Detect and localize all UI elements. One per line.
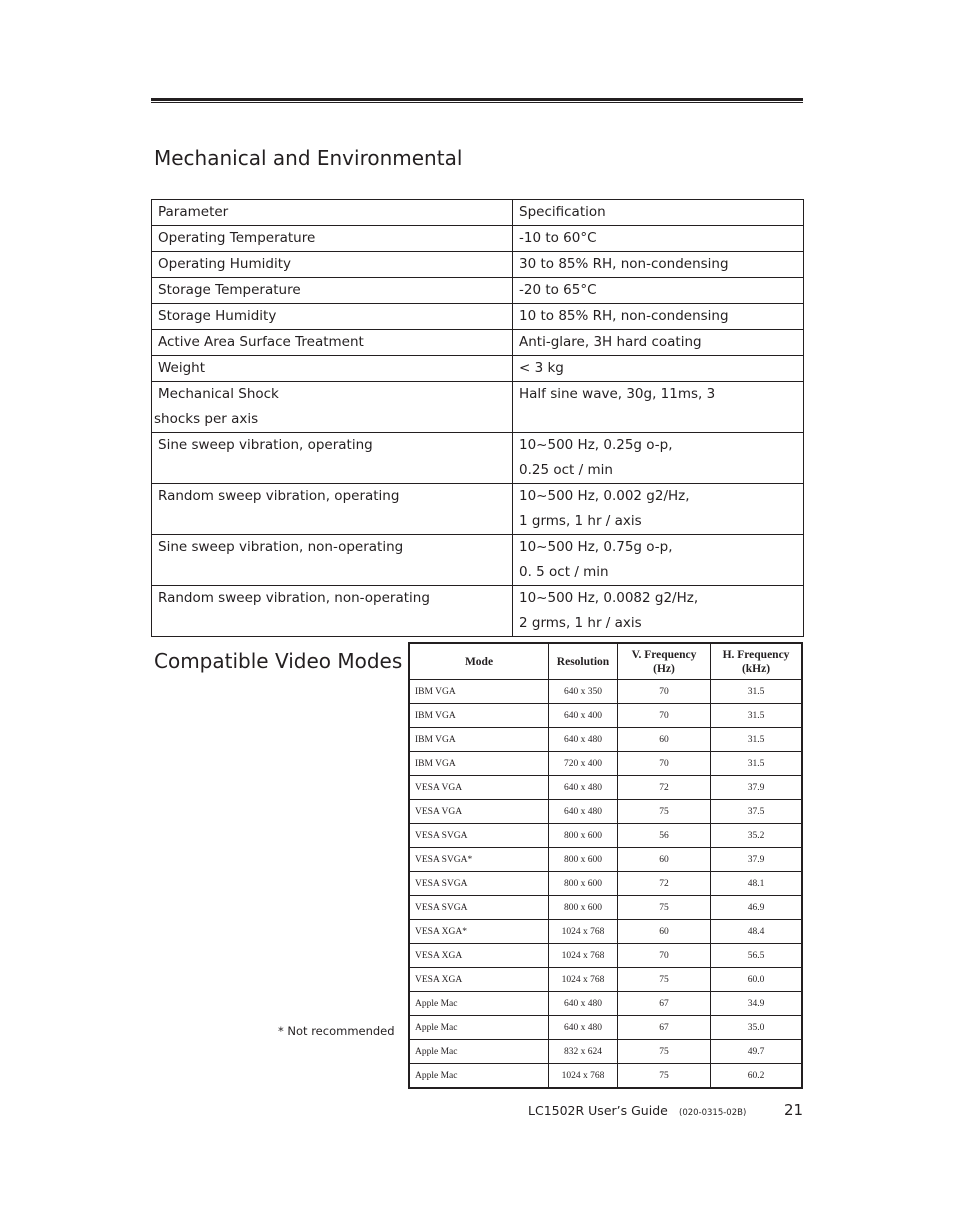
- table-row: [409, 920, 802, 944]
- v-frequency-cell: 60: [618, 920, 711, 944]
- mechanical-header-row: [152, 200, 804, 226]
- mode-cell: IBM VGA: [409, 704, 549, 728]
- param-line: [154, 611, 506, 636]
- table-row: [152, 252, 804, 278]
- resolution-cell: 640 x 350: [549, 680, 618, 704]
- v-frequency-cell: 75: [618, 1040, 711, 1064]
- v-frequency-cell: 70: [618, 752, 711, 776]
- mode-cell: Apple Mac: [409, 1016, 549, 1040]
- resolution-cell: 640 x 480: [549, 776, 618, 800]
- param-line: shocks per axis: [154, 411, 259, 427]
- mode-cell: VESA XGA*: [409, 920, 549, 944]
- h-frequency-cell: 46.9: [711, 896, 803, 920]
- resolution-cell: 1024 x 768: [549, 920, 618, 944]
- mode-cell: IBM VGA: [409, 680, 549, 704]
- video-modes-header-row: [409, 643, 802, 680]
- resolution-cell: 640 x 480: [549, 1016, 618, 1040]
- h-frequency-cell: 37.9: [711, 848, 803, 872]
- parameter-cell: [152, 304, 513, 330]
- h-frequency-cell: 31.5: [711, 728, 803, 752]
- resolution-cell: 1024 x 768: [549, 1064, 618, 1089]
- v-frequency-cell: 67: [618, 992, 711, 1016]
- resolution-cell: 640 x 480: [549, 800, 618, 824]
- v-frequency-cell: 75: [618, 896, 711, 920]
- resolution-cell: 640 x 400: [549, 704, 618, 728]
- param-line: [154, 560, 506, 585]
- parameter-cell: [152, 433, 513, 484]
- spec-line: 10~500 Hz, 0.75g o-p,: [519, 539, 673, 555]
- specification-cell: [513, 278, 804, 304]
- parameter-cell: [152, 252, 513, 278]
- spec-line: < 3 kg: [519, 360, 564, 376]
- mechanical-section-title: Mechanical and Environmental: [154, 146, 463, 170]
- table-row: [409, 728, 802, 752]
- resolution-cell: 800 x 600: [549, 896, 618, 920]
- specification-cell: [513, 330, 804, 356]
- spec-line: 10~500 Hz, 0.0082 g2/Hz,: [519, 590, 699, 606]
- specification-cell: [513, 304, 804, 330]
- resolution-cell: 800 x 600: [549, 824, 618, 848]
- param-line: Sine sweep vibration, non-operating: [158, 539, 404, 555]
- table-row: [409, 968, 802, 992]
- mode-cell: VESA XGA: [409, 968, 549, 992]
- table-row: [409, 896, 802, 920]
- page-number: 21: [784, 1101, 804, 1119]
- v-frequency-cell: 75: [618, 800, 711, 824]
- param-line: Random sweep vibration, operating: [158, 488, 400, 504]
- specification-cell: [513, 356, 804, 382]
- table-row: [409, 704, 802, 728]
- param-line: Storage Temperature: [158, 282, 301, 298]
- mode-cell: VESA SVGA: [409, 824, 549, 848]
- specification-cell: [513, 535, 804, 586]
- specification-cell: [513, 252, 804, 278]
- param-line: Operating Humidity: [158, 256, 291, 272]
- header-h-frequency: [711, 643, 803, 680]
- mode-cell: Apple Mac: [409, 992, 549, 1016]
- param-line: [154, 458, 506, 483]
- v-frequency-cell: 67: [618, 1016, 711, 1040]
- h-frequency-cell: 35.0: [711, 1016, 803, 1040]
- v-frequency-cell: 70: [618, 704, 711, 728]
- resolution-cell: 1024 x 768: [549, 944, 618, 968]
- table-row: [409, 944, 802, 968]
- table-row: [409, 1016, 802, 1040]
- parameter-cell: [152, 278, 513, 304]
- header-v-frequency: [618, 643, 711, 680]
- top-rule: [151, 98, 803, 101]
- table-row: [409, 992, 802, 1016]
- spec-line: Half sine wave, 30g, 11ms, 3: [519, 386, 716, 402]
- h-frequency-cell: 49.7: [711, 1040, 803, 1064]
- parameter-cell: [152, 226, 513, 252]
- parameter-cell: [152, 586, 513, 637]
- specification-cell: [513, 484, 804, 535]
- h-frequency-cell: 48.1: [711, 872, 803, 896]
- resolution-cell: 1024 x 768: [549, 968, 618, 992]
- spec-line: 0. 5 oct / min: [519, 564, 609, 580]
- table-row: [409, 752, 802, 776]
- mode-cell: VESA SVGA: [409, 896, 549, 920]
- resolution-cell: 640 x 480: [549, 992, 618, 1016]
- table-row: [409, 776, 802, 800]
- v-frequency-cell: 60: [618, 848, 711, 872]
- specification-cell: [513, 200, 804, 226]
- spec-line: 10 to 85% RH, non-condensing: [519, 308, 729, 324]
- parameter-cell: [152, 484, 513, 535]
- h-frequency-cell: 31.5: [711, 680, 803, 704]
- specification-cell: [513, 226, 804, 252]
- resolution-cell: 640 x 480: [549, 728, 618, 752]
- spec-line: 10~500 Hz, 0.002 g2/Hz,: [519, 488, 690, 504]
- table-row: [152, 356, 804, 382]
- not-recommended-note: * Not recommended: [278, 1024, 395, 1038]
- parameter-cell: [152, 535, 513, 586]
- param-line: Random sweep vibration, non-operating: [158, 590, 430, 606]
- spec-line: 30 to 85% RH, non-condensing: [519, 256, 729, 272]
- v-frequency-cell: 72: [618, 776, 711, 800]
- mode-cell: VESA SVGA: [409, 872, 549, 896]
- v-frequency-cell: 75: [618, 968, 711, 992]
- parameter-cell: [152, 200, 513, 226]
- param-line: Storage Humidity: [158, 308, 277, 324]
- h-frequency-cell: 37.9: [711, 776, 803, 800]
- footer-guide-title: LC1502R User’s Guide: [528, 1103, 668, 1118]
- h-frequency-cell: 56.5: [711, 944, 803, 968]
- spec-line: -20 to 65°C: [519, 282, 597, 298]
- parameter-cell: [152, 356, 513, 382]
- h-frequency-cell: 37.5: [711, 800, 803, 824]
- header-v-frequency-text: V. Frequency (Hz): [631, 648, 697, 675]
- resolution-cell: 832 x 624: [549, 1040, 618, 1064]
- param-line: Weight: [158, 360, 206, 376]
- table-row: [409, 1064, 802, 1089]
- table-row: [409, 680, 802, 704]
- table-row: [152, 226, 804, 252]
- video-modes-section-title: Compatible Video Modes: [154, 649, 403, 673]
- table-row: [152, 304, 804, 330]
- param-line: Operating Temperature: [158, 230, 316, 246]
- resolution-cell: 800 x 600: [549, 872, 618, 896]
- v-frequency-cell: 75: [618, 1064, 711, 1089]
- spec-line: 0.25 oct / min: [519, 462, 613, 478]
- parameter-cell: [152, 382, 513, 433]
- resolution-cell: 720 x 400: [549, 752, 618, 776]
- mechanical-spec-table: [151, 199, 804, 637]
- header-h-frequency-text: H. Frequency (kHz): [722, 648, 790, 675]
- table-row: [409, 848, 802, 872]
- v-frequency-cell: 56: [618, 824, 711, 848]
- mode-cell: VESA XGA: [409, 944, 549, 968]
- spec-line: Specification: [519, 204, 606, 220]
- table-row: [152, 330, 804, 356]
- v-frequency-cell: 72: [618, 872, 711, 896]
- spec-line: [519, 407, 797, 432]
- table-row: [152, 278, 804, 304]
- h-frequency-cell: 60.0: [711, 968, 803, 992]
- h-frequency-cell: 35.2: [711, 824, 803, 848]
- mode-cell: VESA VGA: [409, 800, 549, 824]
- table-row: [152, 433, 804, 484]
- top-rule-thin: [151, 102, 803, 103]
- specification-cell: [513, 382, 804, 433]
- v-frequency-cell: 70: [618, 680, 711, 704]
- mode-cell: IBM VGA: [409, 752, 549, 776]
- v-frequency-cell: 60: [618, 728, 711, 752]
- spec-line: 2 grms, 1 hr / axis: [519, 615, 642, 631]
- h-frequency-cell: 34.9: [711, 992, 803, 1016]
- spec-line: -10 to 60°C: [519, 230, 597, 246]
- table-row: [152, 382, 804, 433]
- mode-cell: Apple Mac: [409, 1064, 549, 1089]
- footer-doc-code: (020-0315-02B): [679, 1108, 747, 1118]
- resolution-cell: 800 x 600: [549, 848, 618, 872]
- mode-cell: Apple Mac: [409, 1040, 549, 1064]
- table-row: [409, 824, 802, 848]
- header-resolution: Resolution: [549, 643, 618, 680]
- mode-cell: IBM VGA: [409, 728, 549, 752]
- mode-cell: VESA SVGA*: [409, 848, 549, 872]
- specification-cell: [513, 586, 804, 637]
- v-frequency-cell: 70: [618, 944, 711, 968]
- param-line: Parameter: [158, 204, 229, 220]
- param-line: Active Area Surface Treatment: [158, 334, 364, 350]
- param-line: Sine sweep vibration, operating: [158, 437, 373, 453]
- h-frequency-cell: 60.2: [711, 1064, 803, 1089]
- h-frequency-cell: 31.5: [711, 752, 803, 776]
- param-line: Mechanical Shock: [158, 386, 279, 402]
- param-line: [154, 509, 506, 534]
- h-frequency-cell: 31.5: [711, 704, 803, 728]
- table-row: [409, 1040, 802, 1064]
- table-row: [152, 586, 804, 637]
- header-mode: Mode: [409, 643, 549, 680]
- video-modes-table: [408, 642, 803, 1089]
- mode-cell: VESA VGA: [409, 776, 549, 800]
- table-row: [409, 872, 802, 896]
- table-row: [152, 484, 804, 535]
- spec-line: 1 grms, 1 hr / axis: [519, 513, 642, 529]
- specification-cell: [513, 433, 804, 484]
- table-row: [409, 800, 802, 824]
- spec-line: 10~500 Hz, 0.25g o-p,: [519, 437, 673, 453]
- table-row: [152, 535, 804, 586]
- spec-line: Anti-glare, 3H hard coating: [519, 334, 702, 350]
- parameter-cell: [152, 330, 513, 356]
- h-frequency-cell: 48.4: [711, 920, 803, 944]
